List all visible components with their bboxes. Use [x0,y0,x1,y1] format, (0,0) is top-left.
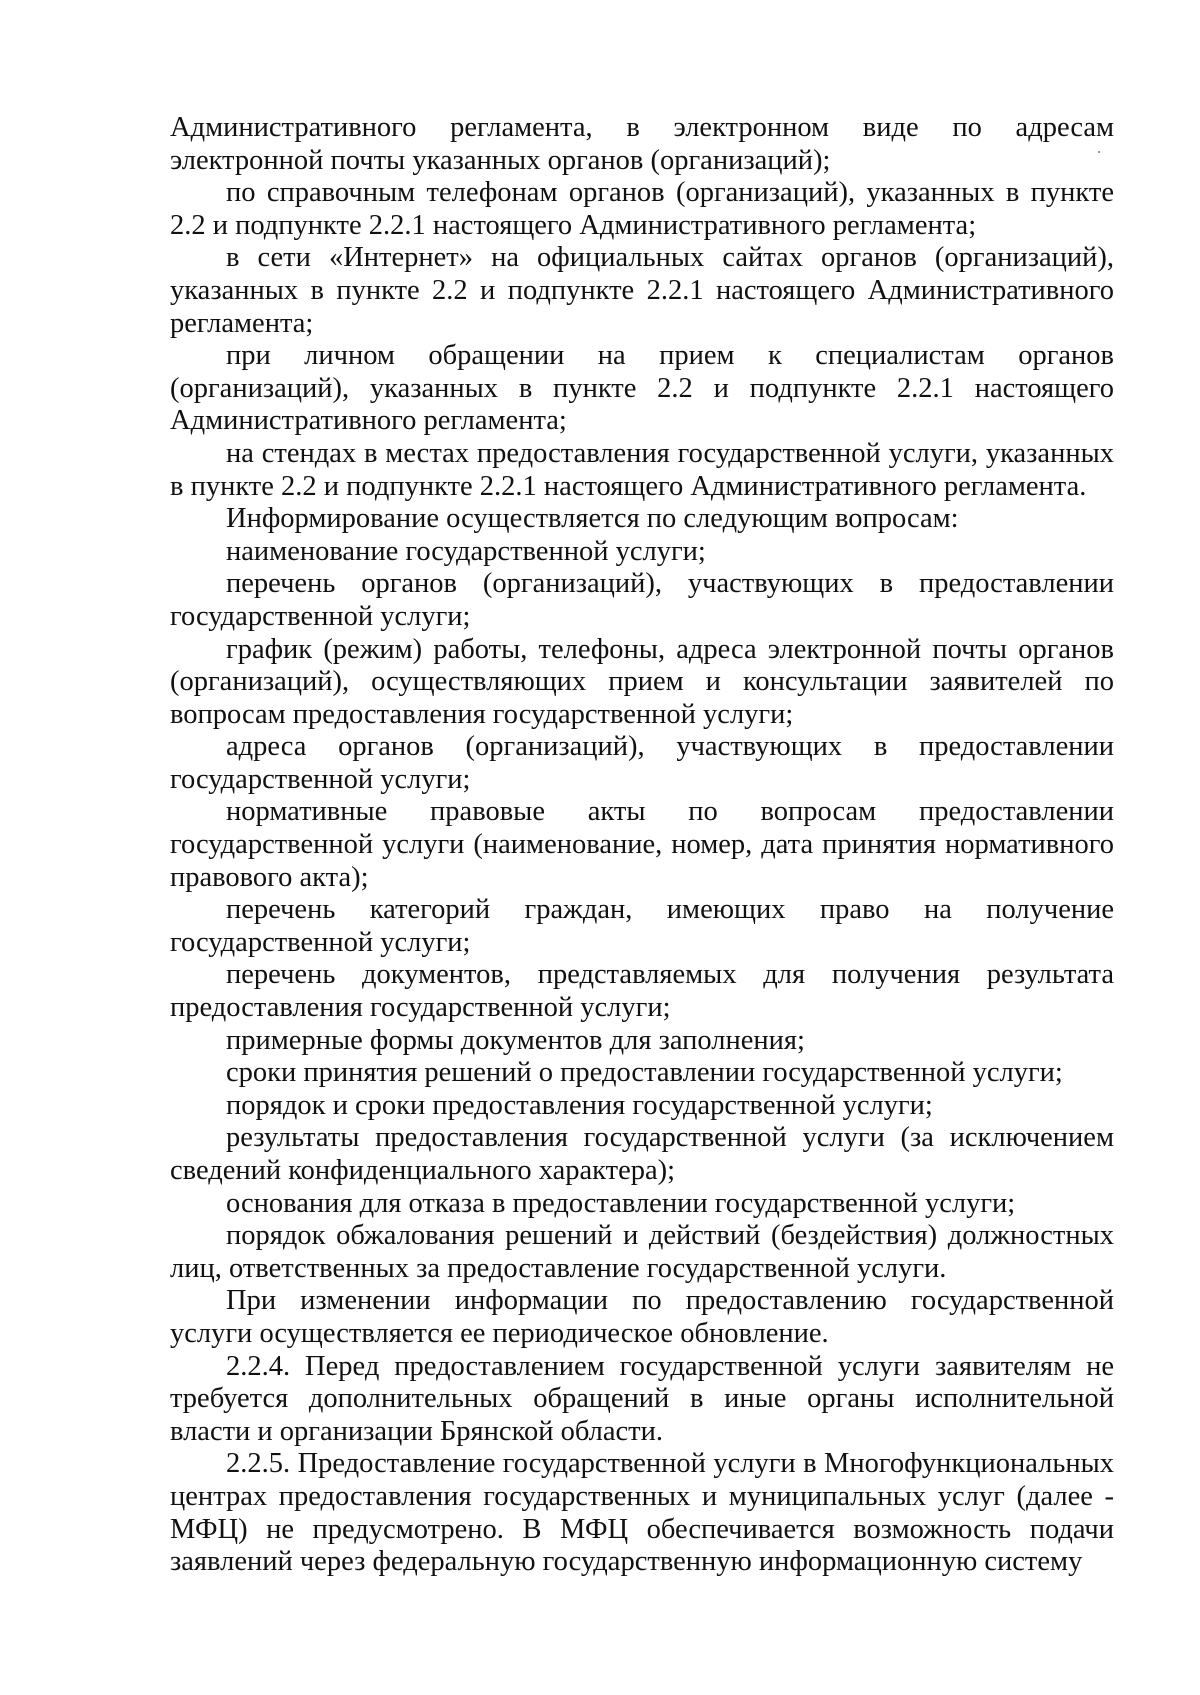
paragraph: по справочным телефонам органов (организаций), указанных в пункте 2.2 и подпункте 2.2.1 настоящего Административного регламента; [170,177,1114,241]
paragraph: в сети «Интернет» на официальных сайтах органов (организаций), указанных в пункте 2.2 и подпункте 2.2.1 настоящего Административного регламента; [170,242,1114,339]
paragraph: 2.2.5. Предоставление государственной услуги в Многофункциональных центрах предоставления государственных и муниципальных услуг (далее - МФЦ) не предусмотрено. В МФЦ обеспечивается возможность подачи заявлений через федеральную государственную информационную систему [170,1448,1114,1578]
paragraph: наименование государственной услуги; [226,535,706,567]
paragraph: график (режим) работы, телефоны, адреса электронной почты органов (организаций), осуществляющих прием и консультации заявителей по вопросам предоставления государственной услуги; [170,633,1114,730]
paragraph: нормативные правовые акты по вопросам предоставлении государственной услуги (наименование, номер, дата принятия нормативного правового акта); [170,796,1114,893]
paragraph: примерные формы документов для заполнения; [226,1024,805,1056]
paragraph: на стендах в местах предоставления государственной услуги, указанных в пункте 2.2 и подпункте 2.2.1 настоящего Административного регламента. [170,437,1114,502]
paragraph: перечень документов, представляемых для получения результата предоставления государственной услуги; [170,959,1114,1024]
paragraph: перечень категорий граждан, имеющих право на получение государственной услуги; [170,894,1114,958]
paragraph: порядок и сроки предоставления государственной услуги; [226,1089,933,1121]
paragraph: При изменении информации по предоставлению государственной услуги осуществляется ее периодическое обновление. [170,1285,1114,1349]
paragraph: при личном обращении на прием к специалистам органов (организаций), указанных в пункте 2.2 и подпункте 2.2.1 настоящего Административного регламента; [170,340,1114,437]
paragraph: 2.2.4. Перед предоставлением государственной услуги заявителям не требуется дополнительных обращений в иные органы исполнительной власти и организации Брянской области. [170,1350,1114,1447]
document-body [170,112,1114,1579]
paragraph: Административного регламента, в электронном виде по адресам электронной почты указанных органов (организаций); [170,112,1114,176]
paragraph: основания для отказа в предоставлении государственной услуги; [226,1187,1016,1219]
paragraph: результаты предоставления государственной услуги (за исключением сведений конфиденциального характера); [170,1122,1114,1186]
paragraph: адреса органов (организаций), участвующих в предоставлении государственной услуги; [170,731,1114,795]
paragraph: Информирование осуществляется по следующим вопросам: [226,503,959,535]
paragraph: порядок обжалования решений и действий (бездействия) должностных лиц, ответственных за предоставление государственной услуги. [170,1220,1114,1284]
paragraph: сроки принятия решений о предоставлении государственной услуги; [226,1057,1063,1089]
paragraph: перечень органов (организаций), участвующих в предоставлении государственной услуги; [170,568,1114,632]
